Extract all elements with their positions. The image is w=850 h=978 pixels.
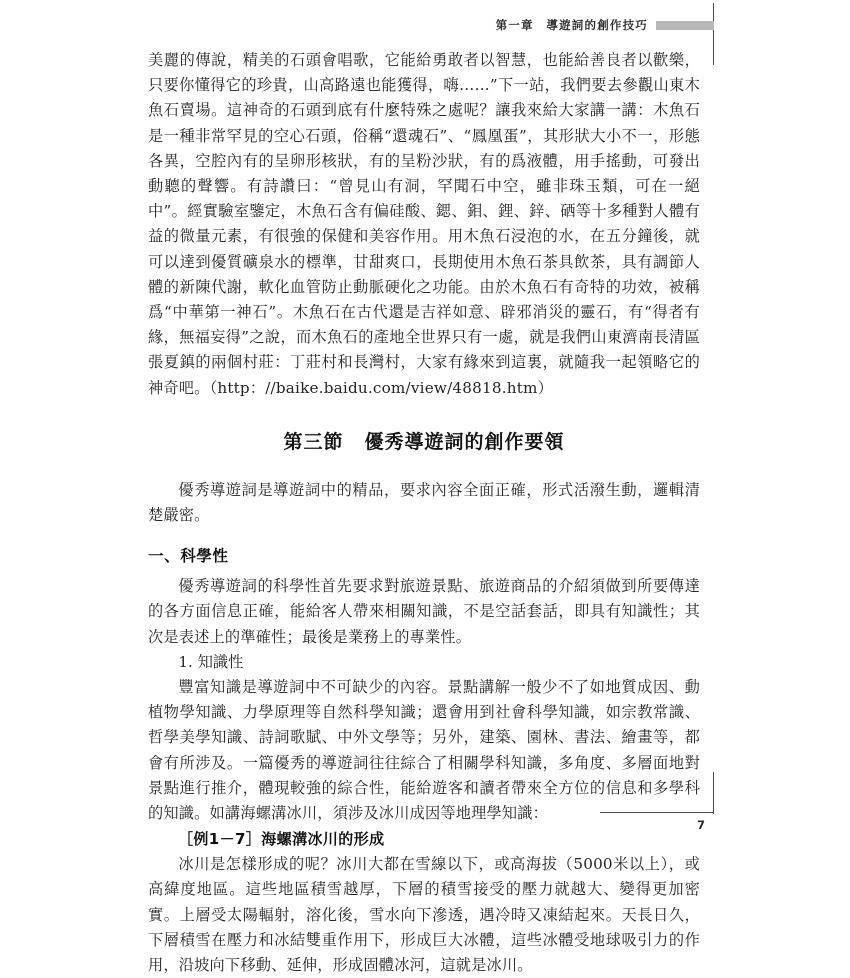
subsection-intro-paragraph: 優秀導遊詞的科學性首先要求對旅遊景點、旅遊商品的介紹須做到所要傳達的各方面信息正確，能給客人帶來相關知識，不是空話套話，即具有知識性；其次是表述上的準確性；最後是業務上的專業性。 bbox=[148, 577, 700, 646]
subsection-heading: 一、科學性 bbox=[148, 547, 229, 566]
section-title-number: 第三節 bbox=[283, 430, 344, 453]
section-title-text: 優秀導遊詞的創作要領 bbox=[364, 430, 565, 453]
running-head-text: 第一章 導遊詞的創作技巧 bbox=[495, 18, 648, 32]
crop-mark-vertical-bottom bbox=[713, 772, 714, 814]
example-body: 冰川是怎樣形成的呢？冰川大都在雪線以下，或高海拔（5000米以上），或高緯度地區。這些地區積雪越厚，下層的積雪接受的壓力就越大、變得更加密實。上層受太陽輻射，溶化後，雪水向下滲透，遇冷時又凍結起來。天長日久，下層積雪在壓力和冰結雙重作用下，形成巨大冰體，這些冰體受地球吸引力的作用，沿坡向下移動、延伸，形成固體冰河，這就是冰川。 bbox=[148, 855, 700, 975]
item-body-1: 豐富知識是導遊詞中不可缺少的內容。景點講解一般少不了如地質成因、動植物學知識、力學原理等自然科學知識；還會用到社會科學知識，如宗教常識、哲學美學知識、詩詞歌賦、中外文學等；另外，建築、園林、書法、繪畫等，都會有所涉及。一篇優秀的導遊詞往往綜合了相關學科知識，多角度、多層面地對景點進行推介，體現較強的綜合性，能給遊客和讀者帶來全方位的信息和多學科的知識。如講海螺溝冰川，須涉及冰川成因等地理學知識： bbox=[148, 678, 700, 823]
page-number: 7 bbox=[697, 818, 706, 832]
section-title bbox=[148, 401, 700, 478]
text-column bbox=[148, 48, 700, 978]
running-head bbox=[0, 14, 714, 36]
running-head-bar bbox=[656, 21, 714, 30]
continued-paragraph: 美麗的傳說，精美的石頭會唱歌，它能給勇敢者以智慧，也能給善良者以歡樂，只要你懂得它的珍貴，山高路遠也能獲得，嗨……”下一站，我們要去參觀山東木魚石賣場。這神奇的石頭到底有什麼特殊之處呢？讓我來給大家講一講：木魚石是一種非常罕見的空心石頭，俗稱“還魂石”、“鳳凰蛋”，其形狀大小不一，形態各異，空腔內有的呈卵形核狀，有的呈粉沙狀，有的爲液體，用手搖動，可發出動聽的聲響。有詩讚曰：“曾見山有洞，罕聞石中空，雖非珠玉類，可在一絕中”。經實驗室鑒定，木魚石含有偏硅酸、鍶、鉬、鋰、鋅、硒等十多種對人體有益的微量元素，有很強的保健和美容作用。用木魚石浸泡的水，在五分鐘後，就可以達到優質礦泉水的標準，甘甜爽口，長期使用木魚石茶具飲茶，具有調節人體的新陳代謝，軟化血管防止動脈硬化之功能。由於木魚石有奇特的功效，被稱爲“中華第一神石”。木魚石在古代還是吉祥如意、辟邪消災的靈石，有“得者有緣，無福妄得”之說，而木魚石的產地全世界只有一處，就是我們山東濟南長清區張夏鎮的兩個村莊：丁莊村和長灣村，大家有緣來到這裏，就隨我一起領略它的神奇吧。（http：//baike.baidu.com/view/48818.htm） bbox=[148, 51, 700, 397]
section-intro-paragraph: 優秀導遊詞是導遊詞中的精品，要求內容全面正確，形式活潑生動，邏輯清楚嚴密。 bbox=[148, 480, 700, 525]
item-heading-1: 1. 知識性 bbox=[178, 652, 244, 671]
example-heading: ［例1－7］海螺溝冰川的形成 bbox=[178, 830, 385, 849]
